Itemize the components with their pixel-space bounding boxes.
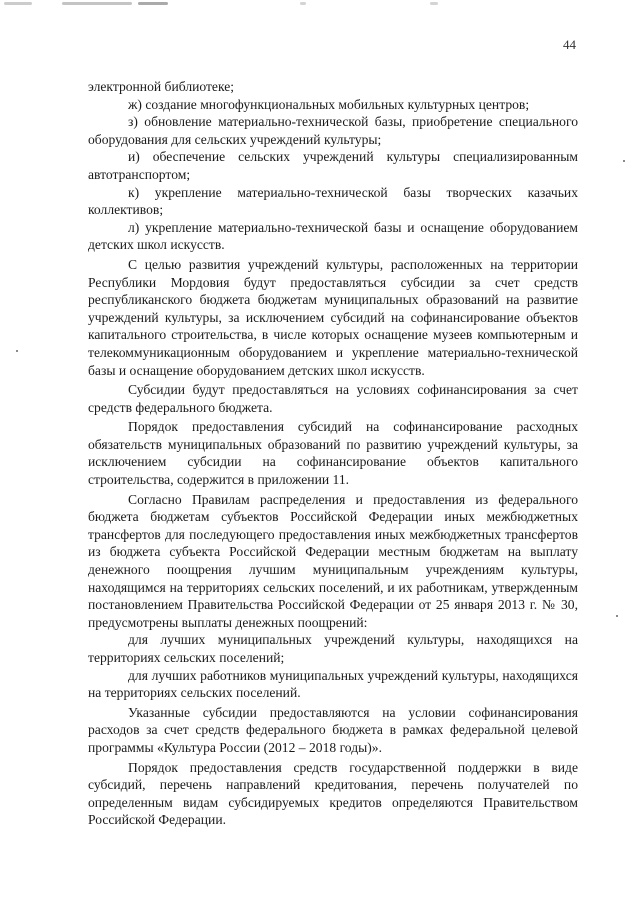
paragraph: к) укрепление материально-технической базы творческих казачьих коллективов; (88, 184, 578, 218)
scan-speck (16, 350, 18, 352)
paragraph: Согласно Правилам распределения и предоставления из федерального бюджета бюджетам субъектов Российской Федерации иных межбюджетных трансфертов для последующего предоставления иных межбюджетных трансфертов из бюджета субъекта Российской Федерации местным бюджетам на выплату денежного поощрения лучшим муниципальным учреждениям культуры, находящимся на территориях сельских поселений, и их работникам, утвержденным постановлением Правительства Российской Федерации от 25 января 2013 г. № 30, предусмотрены выплаты денежных поощрений: (88, 491, 578, 630)
paragraph: С целью развития учреждений культуры, расположенных на территории Республики Мордовия будут предоставляться субсидии за счет средств республиканского бюджета бюджетам муниципальных образований на развитие учреждений культуры, за исключением субсидий на софинансирование объектов капитального строительства, в числе которых оснащение музеев компьютерным и телекоммуникационным оборудованием и укрепление материально-технической базы и оснащение оборудованием детских школ искусств. (88, 256, 578, 378)
paragraph: Порядок предоставления субсидий на софинансирование расходных обязательств муниципальных образований по развитию учреждений культуры, за исключением субсидии на софинансирование объектов капитального строительства, содержится в приложении 11. (88, 419, 578, 488)
paragraph: для лучших муниципальных учреждений культуры, находящихся на территориях сельских поселений; (88, 632, 578, 665)
paragraph: ж) создание многофункциональных мобильных культурных центров; (128, 96, 530, 112)
paragraph: и) обеспечение сельских учреждений культуры специализированным автотранспортом; (88, 149, 578, 182)
paragraph: электронной библиотеке; (88, 79, 235, 94)
page-number: 44 (563, 37, 576, 52)
paragraph: Указанные субсидии предоставляются на условии софинансирования расходов за счет средств федерального бюджета в рамках федеральной целевой программы «Культура России (2012 – 2018 годы)». (88, 704, 578, 755)
paragraph: з) обновление материально-технической базы, приобретение специального оборудования для сельских учреждений культуры; (88, 114, 578, 147)
paragraph: для лучших работников муниципальных учреждений культуры, находящихся на территориях сельских поселений. (88, 667, 578, 701)
paragraph: л) укрепление материально-технической базы и оснащение оборудованием детских школ искусств. (88, 219, 578, 253)
paragraph: Субсидии будут предоставляться на условиях софинансирования за счет средств федерального бюджета. (88, 382, 578, 415)
paragraph: Порядок предоставления средств государственной поддержки в виде субсидий, перечень направлений кредитования, перечень получателей по определенным видам субсидируемых кредитов определяются Правительством Российской Федерации. (88, 759, 578, 828)
scan-speck (616, 615, 618, 617)
scan-artifact-top (0, 0, 640, 12)
scan-speck (623, 160, 625, 162)
document-body (88, 78, 578, 829)
